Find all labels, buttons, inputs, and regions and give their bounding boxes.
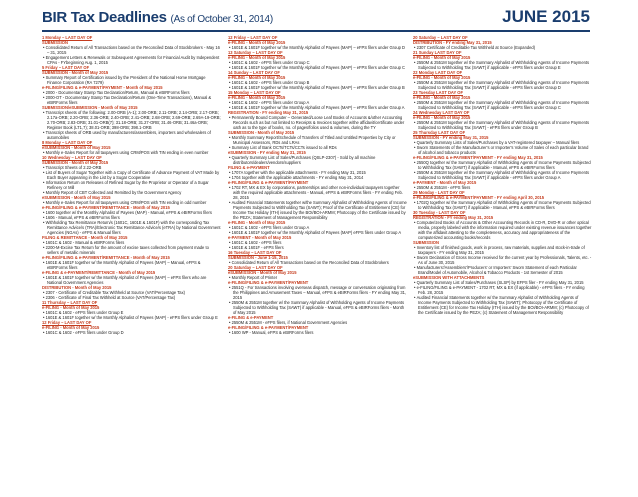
day-heading: 29 Monday - LAST DAY OF bbox=[413, 190, 465, 195]
deadline-item: • Withholding Tax Remittance Return/s (1601C, 1601E & 1601F) with the corresponding Tax Remittance Advice/s (TRA)/Electronic Tax Remittance Advice/s (eTRA) by National Government Agencies (NGAs) - eFPS & Manual filers bbox=[42, 220, 221, 235]
section-heading: e-FILING & e-PAYMENT bbox=[228, 315, 274, 320]
deadline-item: • 2550M & 2551M together w/ the Summary Alphalist of Withholding Agents of Income Payments Subjected to Withholding Tax (SAWT) if applicable - eFPS filers under Group C bbox=[413, 100, 592, 110]
section-heading: FILING & e-PAYMENT bbox=[228, 165, 270, 170]
day-heading: 15 Monday – LAST DAY OF bbox=[228, 90, 281, 95]
deadline-item: • Quarterly Summary List of Sales/Purchases (SLSP) by EFPS filer - FY ending May 31, 2015 bbox=[413, 280, 592, 285]
page-title bbox=[42, 9, 273, 26]
deadline-item: • 1601E & 1601F together w/ the Monthly Alphalist of Payees (MAP) – eFPS filers under Group B bbox=[228, 85, 407, 90]
section-heading: REGISTRATION - FY ending May 31, 2015 bbox=[413, 215, 494, 220]
deadline-item: • 2000-OT - Documentary Stamp Tax Declaration/Return (One-Time Transactions), Manual & eBIRForms filers bbox=[42, 95, 221, 105]
day-heading: 23 Tuesday LAST DAY OF bbox=[413, 90, 463, 95]
as-of-date: (As of October 31, 2014) bbox=[170, 14, 273, 25]
deadline-item: • Sworn Statements of the Manufacturer's or Importer's Volume of Sales of each particular brand of alcohol and tobacco products bbox=[413, 145, 592, 155]
section-heading: FILING & REMITTANCE - Month of May 2015 bbox=[42, 235, 128, 240]
deadline-item: • Monthly Report of CBT Collected and Remitted by the Government Agency bbox=[42, 190, 221, 195]
section-heading: SUBMISSION/eSUBMISSION - Month of May 2015 bbox=[42, 105, 138, 110]
deadline-item: • 1702Q together w/ the Summary Alphalist of Withholding Agents of Income Payments Subjected to Withholding Tax (SAWT) if applicable - Manual, eFPS & eBIRForms filers bbox=[413, 200, 592, 210]
deadline-item: • 2200-M-Excise Tax Return for the amount of excise taxes collected from payment made to sellers of metallic minerals bbox=[42, 245, 221, 255]
day-heading: 16 Tuesday – LAST DAY OF bbox=[228, 250, 282, 255]
section-heading: e-FILING/FILING & e-PAYMENT/PAYMENT bbox=[228, 180, 309, 185]
deadline-item: • Transcript sheets of ORB used by manufacturers/assemblers, importers and wholesalers of automobiles bbox=[42, 130, 221, 140]
section-heading: e-FILING - Month of May 2015 bbox=[228, 40, 286, 45]
deadline-item: • 1702 RT, MX & EX by corporations, partnerships and other non-individual taxpayers together with the required applicable attachments - Manual, eFPS & eBIRForms filers - FY ending Feb. 28, 2015 bbox=[228, 185, 407, 200]
section-heading: e-FILING/FILING & e-PAYMENT/REMITTANCE - Month of May 2015 bbox=[42, 205, 170, 210]
column-1 bbox=[42, 35, 221, 493]
deadline-item: • 1601E & 1601F together w/ the Monthly Alphalist of Payees (MAP) - eFPS filers under Group E bbox=[42, 315, 221, 320]
deadline-item: • 1601E & 1601F together w/ the Monthly Alphalist of Payees (MAP) – eFPS filers who are National Government Agencies bbox=[42, 275, 221, 285]
deadline-item: • Transcript sheets of the following: 2.00-ORB (A-1); 2.00-ORB; 2.11-ORB; 2.14-ORB; 2.17-ORB; 2.17a-ORB; 2.20-ORB; 2.36-ORB; 2.40-ORB; 2.41-ORB; 2.68-ORB; 2.69-ORB; 2.69A-19-ORB; 2.70-ORB; 2.83-ORB; 31.01-ORB(7); 31.18-ORB; 31.27-ORB; 31.46-ORB; 31.46a-ORB; Register Book (LT1,7); 38.01-ORB; 398-ORB; 398.1-ORB bbox=[42, 110, 221, 130]
day-heading: 10 Wednesday – LAST DAY OF bbox=[42, 155, 102, 160]
section-heading: e-FILING - Month of May 2015 bbox=[228, 75, 286, 80]
day-heading: 30 Tuesday - LAST DAY OF bbox=[413, 210, 466, 215]
deadline-item: • 2307 - Certificate of Creditable Tax Withheld at Source (VAT/Percentage Tax) bbox=[42, 290, 221, 295]
deadline-item: • Consolidated Return of All Transactions based on the Reconciled Data of Stockbrokers - May 16 – 31, 2015 bbox=[42, 45, 221, 55]
day-heading: 22 Monday LAST DAY OF bbox=[413, 70, 463, 75]
column-3 bbox=[413, 35, 592, 493]
section-heading: e-FILING - Month of May 2015 bbox=[42, 325, 100, 330]
deadline-item: • Audited Financial Statements together w/the Summary Alphalist of Withholding Agents of Income Payments Subjected to Withholding Tax (SAWT); Proof of the Certificate of Entitlement (CE) for Income Tax Holiday (ITH) issued by the BOI/BOI-ARMM; Photocopy of the Certificate issued by the PEZA; Statement of Management Responsibility bbox=[228, 200, 407, 220]
deadline-item: • 2550M & 2551M - eFPS filers bbox=[413, 185, 592, 190]
deadline-item: • 1601C & 1602 - eFPS filers under Group A bbox=[228, 225, 407, 230]
deadline-item: • 1601C & 1602 - eFPS filers under Group C bbox=[228, 60, 407, 65]
deadline-item: • Monthly e-Sales Report for all taxpayers using CRM/POS with TIN ending in even number bbox=[42, 150, 221, 155]
header-divider bbox=[42, 30, 590, 32]
deadline-item: • Consolidated Return of All Transactions based on the Reconciled Data of Stockbrokers bbox=[228, 260, 407, 265]
section-heading: SUBMISSION - Month of May 2015 bbox=[42, 160, 109, 165]
day-heading: 8 Monday – LAST DAY OF bbox=[42, 140, 93, 145]
deadline-item: • 2550M & 2551M together w/ the Summary Alphalist of Withholding Agents of Income Payments Subjected to Withholding Tax (SAWT) - eFPS filers under Group B bbox=[413, 120, 592, 130]
section-heading: e-FILING - Month of May 2015 bbox=[228, 95, 286, 100]
deadline-item: • Computerized Books of Accounts & Other Accounting Records in CD-R, DVD-R or other optical media, properly labeled with the information required under existing revenue issuances together with the affidavit attesting to the completeness, accuracy and appropriateness of the computerized accounting books/records bbox=[413, 220, 592, 240]
page-header bbox=[0, 0, 638, 34]
deadline-item: • Manufacturers'/Assemblers'/Producers' or Importers' Sworn Statement of each Particular Brand/Model of Automobile, Alcohol & Tobacco Products - 1st Semester of 2015 bbox=[413, 265, 592, 275]
section-heading: e-FILING/FILING & e-PAYMENT/PAYMENT - FY ending May 31, 2015 bbox=[413, 155, 543, 160]
section-heading: eSUBMISSION - Month of May 2015 bbox=[42, 195, 111, 200]
section-heading: eSUBMISSION - Month of May 2015 bbox=[228, 270, 297, 275]
section-heading: eSUBMISSION WITH ATTACHMENTS bbox=[413, 275, 485, 280]
deadline-item: • 1601C & 1602 - eFPS filers under Group A bbox=[228, 100, 407, 105]
deadline-item: • Permanently Bound Computer – Generated/Loose Leaf Books of Accounts &/other Accounting Records such as but not limited to Receipts & Invoices together w/the affidavit/certificate under oath as to the type of books, no. of pages/folios used & volumes, during the TY bbox=[228, 115, 407, 130]
deadline-item: • 2550M & 2551M together w/ the Summary Alphalist of Withholding Agents of Income Payments Subjected to Withholding Tax (SAWT) if applicable - eFPS filers under Group D bbox=[413, 80, 592, 90]
deadline-item: • 1707A together with the applicable attachments - FY ending May 31, 2015 bbox=[228, 170, 407, 175]
deadline-item: • 1600 together w/ the Monthly Alphalist of Payees (MAP) - Manual, eFPS & eBIRForms filers bbox=[42, 210, 221, 215]
deadline-item: • 1601E & 1601F - eFPS filers bbox=[228, 245, 407, 250]
section-heading: SUBMISSION - Month of May 2015 bbox=[42, 70, 109, 75]
deadline-item: • 1704 together with the applicable attachments - FY ending May 31, 2014 bbox=[228, 175, 407, 180]
deadline-item: • Summary Report of Certification issued by the President of the National Home Mortgage Finance Corporation (RA 7279) bbox=[42, 75, 221, 85]
section-heading: e-FILING - Month of May 2015 bbox=[413, 95, 471, 100]
deadline-item: • 1601E & 1601F together w/ the Monthly Alphalist of Payees (MAP) eFPS filers under Group A bbox=[228, 230, 407, 235]
section-heading: SUBMISSION - FY ending May 31, 2015 bbox=[413, 135, 489, 140]
deadline-item: • 2550M & 2551M together w/ the Summary Alphalist of Withholding Agents of Income Payments Subjected to Withholding Tax (SAWT) if applicable - eFPS filers under Group E bbox=[413, 60, 592, 70]
deadline-item: • 2551Q - For transactions involving overseas dispatch, message or conversation originating from the Philippines and Amusement Taxes – Manual, eFPS & eBIRForms filers - FY ending May 31, 2015 bbox=[228, 285, 407, 300]
deadline-item: • Monthly e-Sales Report for all taxpayers using CRM/POS with TIN ending in odd number bbox=[42, 200, 221, 205]
deadline-item: • 2550M & 2551M - eFPS filers, if National Government Agencies bbox=[228, 320, 407, 325]
day-heading: 21 Sunday LAST DAY OF bbox=[413, 50, 462, 55]
deadline-item: • 2307 Certificate of Creditable Tax Withheld at Source (Expanded) bbox=[413, 45, 592, 50]
day-heading: 24 Wednesday LAST DAY OF bbox=[413, 110, 470, 115]
section-heading: e-FILING - Month of May 2015 bbox=[413, 55, 471, 60]
section-heading: e-FILING/FILING & e-PAYMENT/PAYMENT - FY ending April 30, 2015 bbox=[413, 195, 545, 200]
deadline-item: • 2000 - Documentary Stamp Tax Declaration/Return, Manual & eBIRForms filers bbox=[42, 90, 221, 95]
title-text: BIR Tax Deadlines bbox=[42, 9, 167, 26]
deadline-item: • 1601C & 1602 - Manual & eBIRForms filers bbox=[42, 240, 221, 245]
section-heading: SUBMISSION bbox=[42, 40, 68, 45]
deadline-item: • 1601C & 1602 - eFPS filers under Group D bbox=[42, 330, 221, 335]
section-heading: SUBMISSION bbox=[413, 240, 439, 245]
deadline-item: • e-FILING/FILING & e-PAYMENT - 1702 RT, MX & EX (if applicable) - eFPS filers - FY ending Feb. 28, 2015 bbox=[413, 285, 592, 295]
deadline-item: • 1601C & 1602 - eFPS filers under Group B bbox=[228, 80, 407, 85]
section-heading: REGISTRATION - FY ending May 31, 2015 bbox=[228, 110, 309, 115]
deadline-item: • 1601C & 1602 - eFPS filers bbox=[228, 240, 407, 245]
month-label: JUNE 2015 bbox=[502, 7, 590, 26]
section-heading: e-FILING - Month of May 2015 bbox=[413, 115, 471, 120]
deadline-item: • Monthly Summary Report/Schedule of Transfers of Titled and Untitled Properties by City or Municipal Assessors, RDs and LRAs bbox=[228, 135, 407, 145]
deadline-item: • 1601C & 1602 - eFPS filers under Group E bbox=[42, 310, 221, 315]
deadline-item: • Quarterly Summary Lists of Sales/Purchases by a VAT-registered taxpayer – Manual filers bbox=[413, 140, 592, 145]
section-heading: eSUBMISSION - FY ending May 31, 2015 bbox=[228, 150, 306, 155]
section-heading: e-PAYMENT - Month of May 2015 bbox=[413, 180, 477, 185]
deadline-item: • Monthly Report of Printer bbox=[228, 275, 407, 280]
day-heading: 25 Thursday LAST DAY OF bbox=[413, 130, 466, 135]
deadline-item: • 1606 - Manual, eFPS & eBIRForms filers bbox=[42, 215, 221, 220]
deadline-item: • Inventory list of finished goods, work in process, raw materials, supplies and stock-in-trade of taxpayers - FY ending May 31, 2015 bbox=[413, 245, 592, 255]
day-heading: 11 Thursday – LAST DAY OF bbox=[42, 300, 98, 305]
section-heading: e-FILING - Month of May 2015 bbox=[228, 220, 286, 225]
deadline-item: • 2550M & 2551M together w/ the Summary Alphalist of Withholding Agents of Income Payments Subjected to Withholding Tax (SAWT) if applicable - eFPS filers under Group A bbox=[413, 170, 592, 180]
deadline-item: • 1601E & 1601F together w/ the Monthly Alphalist of Payees (MAP) – eFPS filers under Group C bbox=[228, 65, 407, 70]
section-heading: e-FILING - Month of May 2015 bbox=[228, 55, 286, 60]
day-heading: 5 Friday – LAST DAY OF bbox=[42, 65, 90, 70]
section-heading: e-FILING - Month of May 2015 bbox=[42, 305, 100, 310]
section-heading: e-FILING/FILING & e-PAYMENT/PAYMENT - Month of May 2015 bbox=[42, 85, 163, 90]
deadline-item: • 1601E & 1601F together w/ the Monthly Alphalist of Payees (MAP) – eFPS filers under Group A bbox=[228, 105, 407, 110]
deadline-item: • 1600 WP - Manual, eFPS & eBIRForms filers bbox=[228, 330, 407, 335]
deadline-item: • Audited Financial Statements together w/ the Summary Alphalist of Withholding Agents of Income Payments Subjected to Withholding Tax (SAWT); Photocopy of the Certificate of Entitlement (CE) for Income Tax Holiday (ITH) issued by the BOI/BOI-ARMM; (c) Photocopy of the Certificate issued by the PEZA; (c) Statement of Management Responsibility bbox=[413, 295, 592, 315]
day-heading: 12 Friday – LAST DAY OF bbox=[228, 35, 278, 40]
deadline-item: • Quarterly Summary List of Sales/Purchases (QSLP-2307) - Sold by all machine distributors/dealers/vendors/suppliers bbox=[228, 155, 407, 165]
deadline-item: • Information Return on Releases of Refined Sugar by the Proprietor or Operator of a Sugar Refinery or Mill bbox=[42, 180, 221, 190]
deadline-item: • Transcript Sheets of 2.22-ORB bbox=[42, 165, 221, 170]
deadline-item: • Engagement Letters & Renewals or Subsequent Agreements for Financial Audit by Independent CPAs - FYbeginning Aug. 1, 2015 bbox=[42, 55, 221, 65]
deadline-item: • 2550M & 2551M together w/ the Summary Alphalist of Withholding Agents of Income Payments Subjected to Withholding Tax (SAWT) if applicable - Manual, eFPS & eBIRForms filers - Month of May 2015 bbox=[228, 300, 407, 315]
deadline-item: • 1601E & 1601F together w/ the Monthly Alphalist of Payees (MAP) – Manual, eFPS & eBIRForms filers bbox=[42, 260, 221, 270]
section-heading: SUBMISSION - Month of May 2015 bbox=[228, 130, 295, 135]
day-heading: 20 Saturday – LAST DAY OF bbox=[228, 265, 283, 270]
day-heading: 13 Saturday – LAST DAY OF bbox=[228, 50, 283, 55]
section-heading: e-FILING/FILING & e-PAYMENT/REMITTANCE - Month of May 2015 bbox=[42, 255, 170, 260]
section-heading: SUBMISSION - June 1-15, 2015 bbox=[228, 255, 288, 260]
section-heading: e-PAYMENT - Month of May 2015 bbox=[228, 235, 292, 240]
column-2 bbox=[228, 35, 407, 493]
day-heading: 14 Sunday – LAST DAY OF bbox=[228, 70, 280, 75]
section-heading: e-FILING & e-PAYMENT/REMITTANCE - Month of May 2015 bbox=[42, 270, 156, 275]
deadline-item: • 2306 - Certificate of Final Tax Withheld at Source (VAT/Percentage Tax) bbox=[42, 295, 221, 300]
deadline-item: • 1601E & 1601F together w/ the Monthly Alphalist of Payees (MAP) – eFPS filers under Group D bbox=[228, 45, 407, 50]
section-heading: eSUBMISSION - Month of May 2015 bbox=[42, 145, 111, 150]
deadline-item: • 2550Q together w/ the Summary Alphalist of Withholding Agents of Income Payments Subjected to Withholding Tax (SAWT) if applicable - Manual, eFPS & eBIRForms filers bbox=[413, 160, 592, 170]
section-heading: DISTRIBUTION - FY ending May 31, 2015 bbox=[413, 40, 492, 45]
section-heading: e-FILING/FILING & e-PAYMENT/PAYMENT bbox=[228, 325, 309, 330]
section-heading: e-FILING/FILING & e-PAYMENT/PAYMENT bbox=[228, 280, 309, 285]
deadline-item: • List of Buyers of Sugar Together with a Copy of Certificate of Advance Payment of VAT Made by Each Buyer appearing in the List by a Sugar Cooperative bbox=[42, 170, 221, 180]
section-heading: DISTRIBUTION - Month of May 2015 bbox=[42, 285, 112, 290]
day-heading: 20 Saturday – LAST DAY OF bbox=[413, 35, 468, 40]
day-heading: 1 Monday – LAST DAY OF bbox=[42, 35, 93, 40]
deadline-item: • Summary List of Bank OCTs/TCTs/CCTs issued to all RDs bbox=[228, 145, 407, 150]
deadline-item: • Sworn Declaration of Gross Income received for the current year by Professionals, Talents, etc. - As of June 30, 2015 bbox=[413, 255, 592, 265]
day-heading: 12 Friday – LAST DAY OF bbox=[42, 320, 92, 325]
section-heading: e-FILING - Month of May 2015 bbox=[413, 75, 471, 80]
